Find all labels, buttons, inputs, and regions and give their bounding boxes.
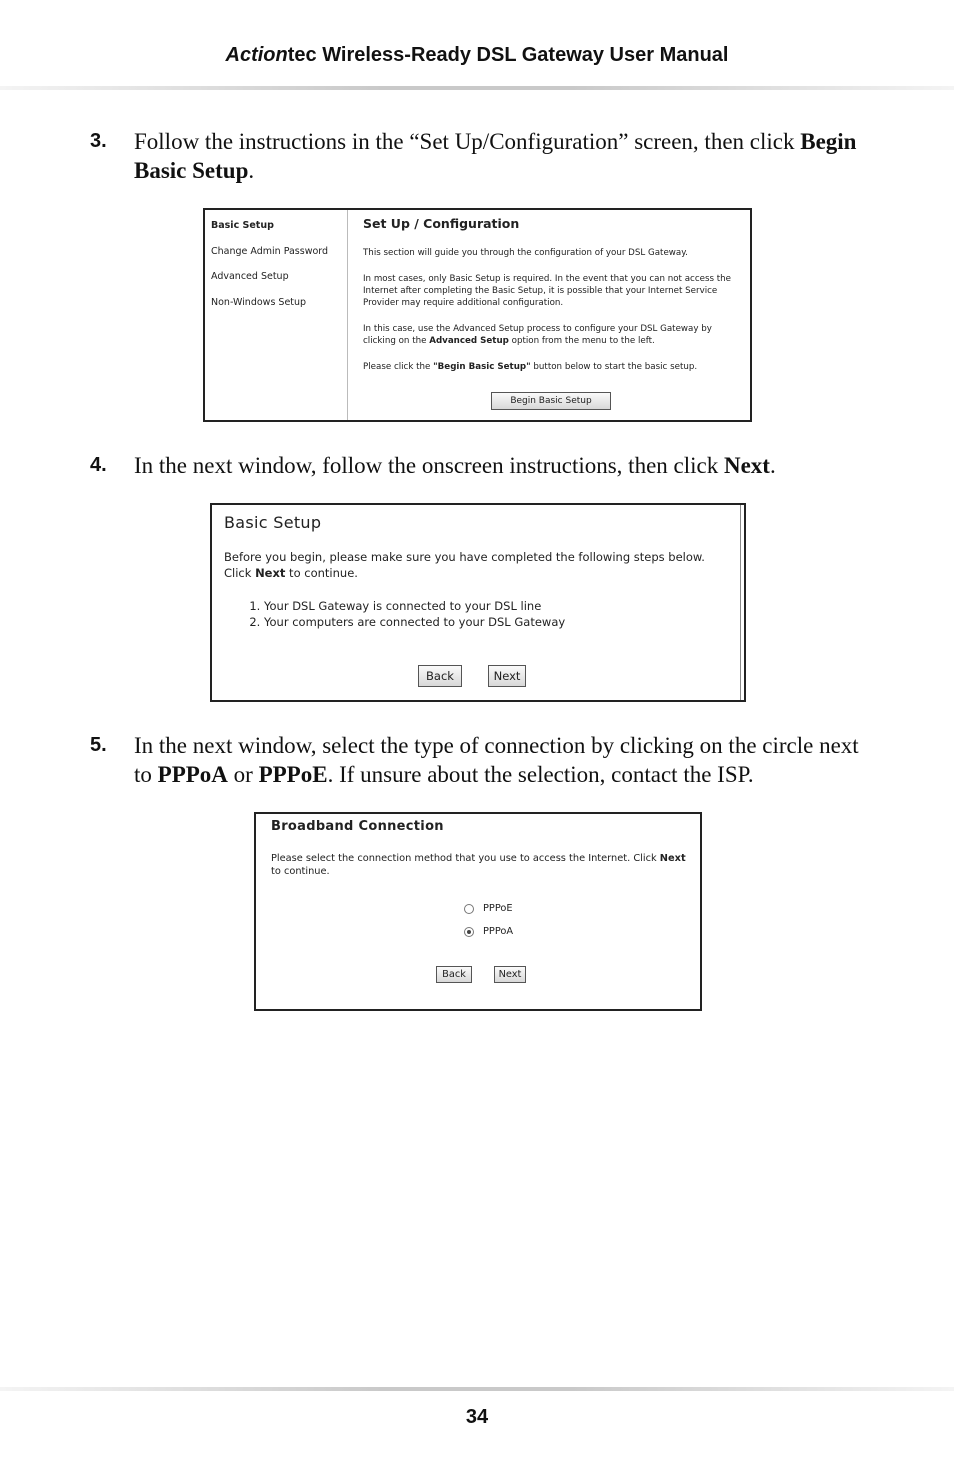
sidebar-item-non-windows-setup[interactable]: Non-Windows Setup	[211, 296, 307, 308]
basic-setup-title: Basic Setup	[224, 513, 322, 532]
broadband-title: Broadband Connection	[271, 819, 444, 834]
setup-paragraph-4-end: button below to start the basic setup.	[530, 362, 698, 372]
pppoe-option[interactable]	[464, 903, 513, 914]
basic-setup-intro-end: to continue.	[285, 565, 358, 580]
step-5	[90, 731, 880, 789]
page-header	[0, 44, 954, 67]
pppoa-radio[interactable]	[464, 927, 474, 937]
step-bold-text: Next	[723, 453, 770, 478]
step-text-middle: or	[227, 762, 259, 787]
setup-sidebar	[205, 210, 348, 420]
next-button[interactable]: Next	[488, 665, 526, 687]
next-button[interactable]: Next	[494, 966, 526, 983]
basic-setup-intro-text: Before you begin, please make sure you have completed the following steps below. Click	[224, 550, 705, 580]
step-text: In the next window, select the type of connection by clicking on the circle next to	[134, 733, 859, 787]
basic-setup-intro-bold: Next	[255, 565, 286, 580]
step-number: 3.	[90, 130, 107, 152]
header-brand: Action	[225, 44, 288, 66]
setup-paragraph-3	[363, 323, 743, 347]
header-title: tec Wireless-Ready DSL Gateway User Manual	[287, 44, 729, 66]
back-button[interactable]: Back	[418, 665, 462, 687]
setup-paragraph-3-text: In this case, use the Advanced Setup process to configure your DSL Gateway by clicking on the	[363, 324, 712, 346]
step-text-end: . If unsure about the selection, contact the ISP.	[327, 762, 754, 787]
setup-paragraph-4-text: Please click the	[363, 362, 434, 372]
broadband-intro-text: Please select the connection method that you use to access the Internet. Click	[271, 853, 660, 864]
setup-title: Set Up / Configuration	[363, 216, 520, 231]
broadband-intro	[271, 852, 691, 878]
pppoa-label: PPPoA	[483, 926, 514, 937]
step-number: 5.	[90, 734, 107, 756]
setup-paragraph-2: In most cases, only Basic Setup is required. In the event that you can not access the Internet after completing the Basic Setup, it is possible that your Internet Service Provider may require additional configuration.	[363, 274, 732, 308]
setup-paragraph-1: This section will guide you through the configuration of your DSL Gateway.	[363, 248, 688, 258]
sidebar-item-advanced-setup[interactable]: Advanced Setup	[211, 271, 289, 282]
step-text: In the next window, follow the onscreen instructions, then click	[134, 453, 724, 478]
setup-paragraph-4-bold: "Begin Basic Setup"	[433, 362, 531, 372]
setup-paragraph-4	[363, 361, 743, 373]
setup-main	[363, 216, 743, 387]
pppoe-radio[interactable]	[464, 904, 474, 914]
basic-setup-screenshot	[210, 503, 746, 702]
setup-paragraph-3-end: option from the menu to the left.	[508, 336, 655, 346]
step-bold-text: Begin Basic Setup	[134, 129, 857, 183]
sidebar-item-basic-setup[interactable]: Basic Setup	[211, 220, 274, 231]
step-4	[90, 451, 880, 480]
setup-paragraph-3-bold: Advanced Setup	[429, 336, 509, 346]
pppoa-option[interactable]	[464, 926, 513, 937]
setup-configuration-screenshot	[203, 208, 752, 422]
back-button[interactable]: Back	[436, 966, 472, 983]
basic-setup-steps	[224, 599, 565, 630]
step-bold-text: PPPoA	[157, 762, 228, 787]
step-number: 4.	[90, 454, 107, 476]
broadband-intro-bold: Next	[659, 853, 686, 864]
step-text-end: .	[248, 158, 255, 183]
step-text-end: .	[769, 453, 776, 478]
pppoe-label: PPPoE	[483, 903, 513, 914]
step-bold-text-2: PPPoE	[258, 762, 328, 787]
broadband-connection-screenshot	[254, 812, 702, 1011]
sidebar-item-change-admin-password[interactable]: Change Admin Password	[211, 245, 329, 257]
basic-setup-intro	[224, 550, 724, 581]
step-3	[90, 127, 880, 185]
frame-edge	[740, 505, 741, 700]
page-number: 34	[465, 1406, 489, 1428]
list-item: 2. Your computers are connected to your DSL Gateway	[264, 615, 565, 631]
footer-rule	[0, 1387, 954, 1391]
begin-basic-setup-button[interactable]: Begin Basic Setup	[491, 392, 611, 410]
broadband-intro-end: to continue.	[271, 866, 330, 877]
step-text: Follow the instructions in the “Set Up/Configuration” screen, then click	[134, 129, 801, 154]
list-item: 1. Your DSL Gateway is connected to your DSL line	[264, 599, 565, 615]
header-rule	[0, 86, 954, 90]
